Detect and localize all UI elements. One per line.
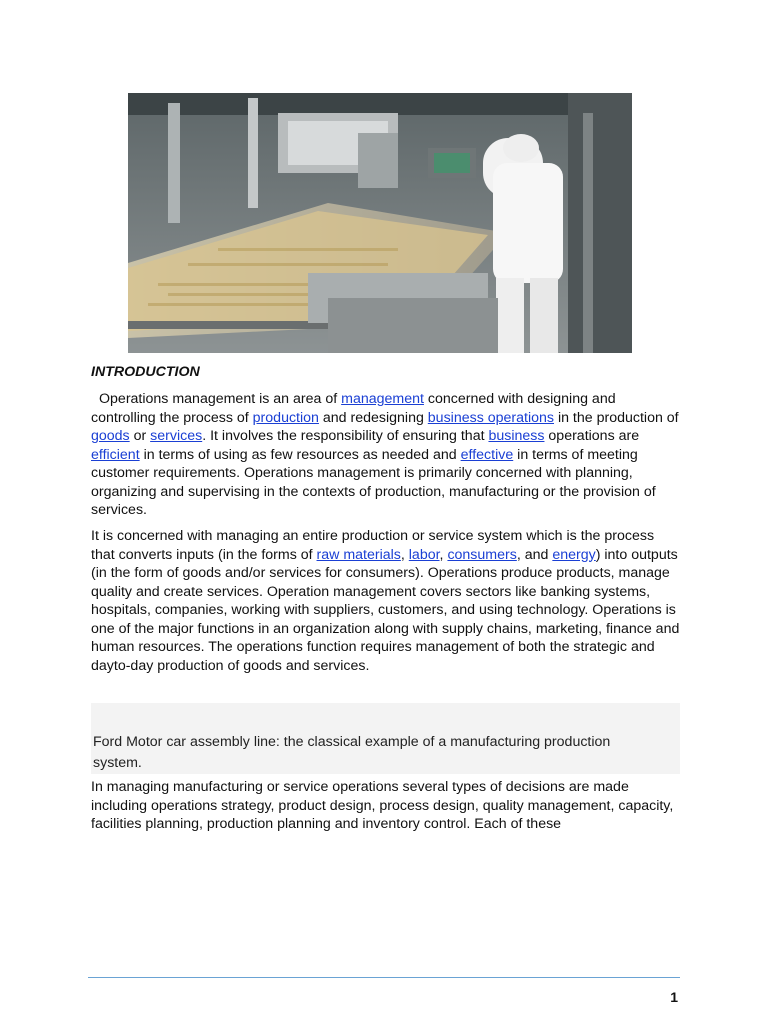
footer-divider — [88, 977, 680, 978]
intro-paragraph — [91, 390, 681, 520]
link-production[interactable]: production — [252, 409, 319, 426]
text: It is concerned with managing an entire production or service system which is the process that converts inputs (in the forms of — [91, 528, 655, 563]
link-management[interactable]: management — [341, 391, 424, 407]
link-effective[interactable]: effective — [460, 446, 514, 463]
link-goods[interactable]: goods — [91, 428, 130, 444]
text: in the production of — [554, 409, 679, 426]
text: , — [439, 546, 448, 563]
link-energy[interactable]: energy — [552, 546, 596, 563]
link-labor[interactable]: labor — [408, 546, 440, 563]
text: ) into outputs (in the form of goods and/or services for consumers). Operations produce products, manage quality and create services. Operation management covers sectors like banking systems, hospitals, companies, working with suppliers, customers, and using technology. Operations is one of the major functions in an organization along with supply chains, marketing, finance and human resources. The operations function requires management of both the strategic and dayto-day production of goods and services. — [91, 546, 680, 674]
text: , and — [516, 546, 553, 563]
text: operations are — [544, 428, 640, 444]
page-number: 1 — [670, 989, 678, 1005]
text: , — [400, 546, 409, 563]
figure-caption: Ford Motor car assembly line: the classical example of a manufacturing production system. — [93, 734, 611, 771]
link-business[interactable]: business — [488, 428, 545, 444]
system-paragraph — [91, 527, 681, 675]
text: and redesigning — [318, 409, 428, 426]
text: . It involves the responsibility of ensuring that — [202, 428, 489, 444]
link-business-operations[interactable]: business operations — [427, 409, 554, 426]
figure-caption-box — [91, 703, 680, 774]
text: concerned with designing and controlling the process of — [91, 391, 616, 426]
link-consumers[interactable]: consumers — [447, 546, 517, 563]
text: in terms of meeting customer requirements. Operations management is primarily concerned with planning, organizing and supervising in the contexts of production, manufacturing or the provision of services. — [91, 446, 656, 518]
link-raw-materials[interactable]: raw materials — [316, 546, 401, 563]
factory-photo — [128, 93, 632, 353]
decisions-paragraph: In managing manufacturing or service operations several types of decisions are made including operations strategy, product design, process design, quality management, capacity, facilities planning, production planning and inventory control. Each of these — [91, 779, 674, 832]
text: in terms of using as few resources as needed and — [139, 446, 461, 463]
cover-image — [128, 93, 632, 353]
link-efficient[interactable]: efficient — [91, 446, 140, 463]
link-services[interactable]: services — [150, 428, 203, 444]
section-heading: INTRODUCTION — [91, 364, 200, 380]
text: Operations management is an area of — [99, 391, 342, 407]
text: or — [129, 428, 151, 444]
